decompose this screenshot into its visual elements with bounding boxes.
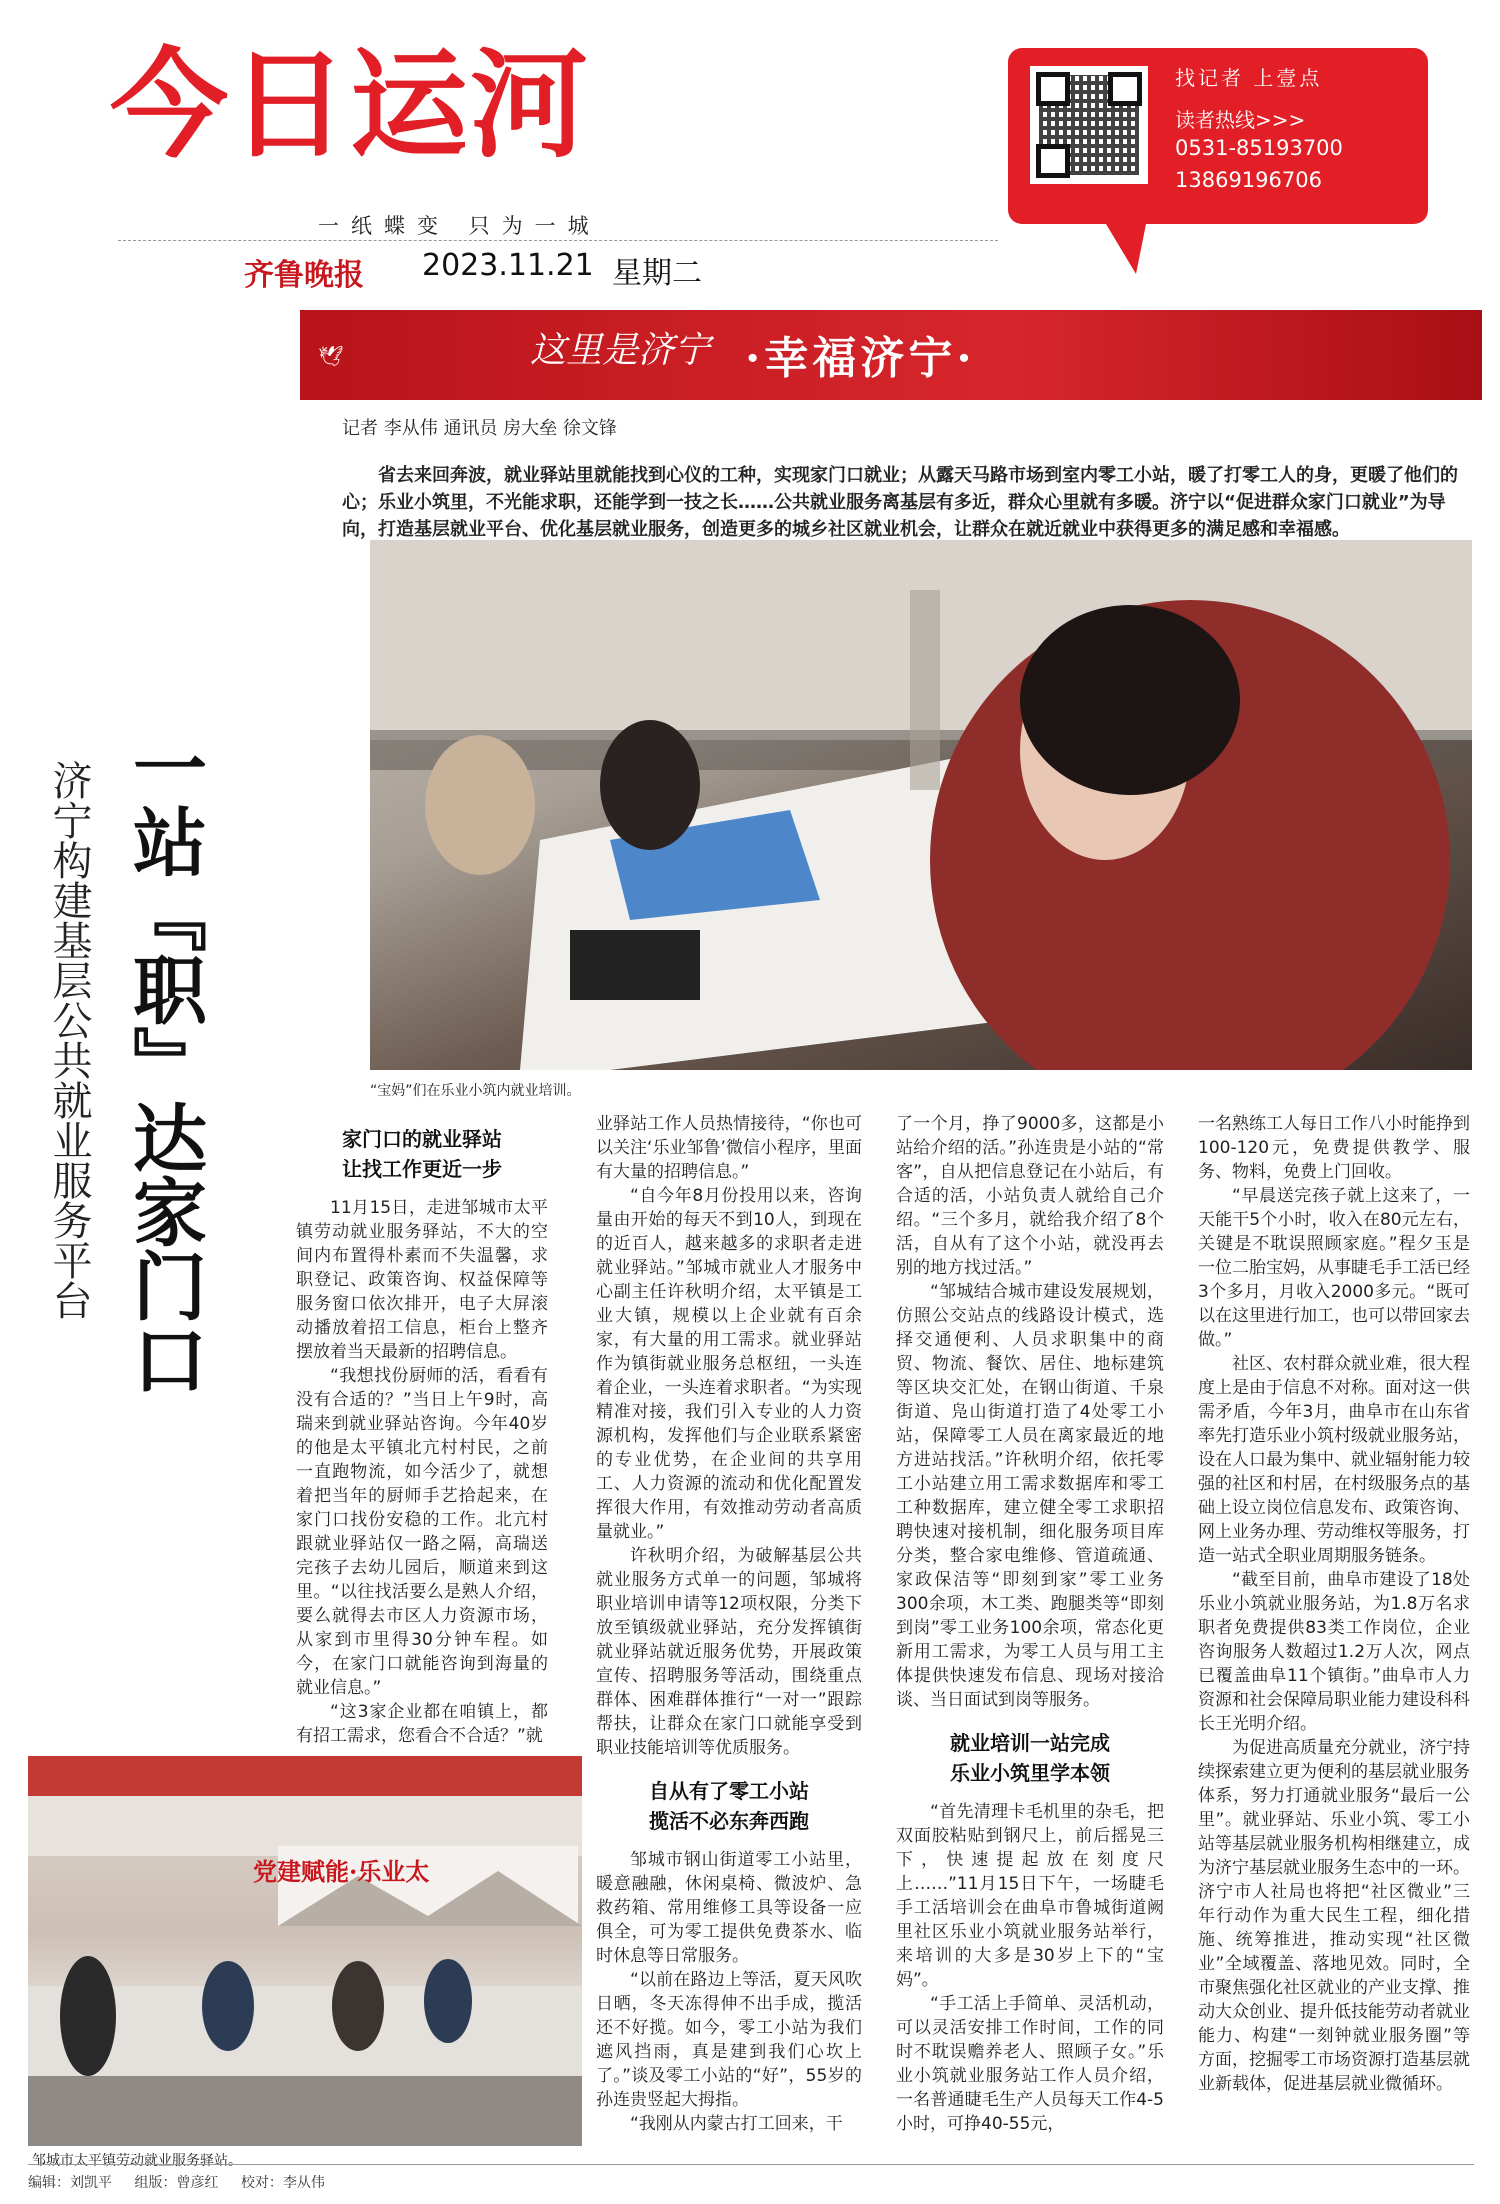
- training-photo: [370, 540, 1472, 1070]
- article-subtitle: 济宁构建基层公共就业服务平台: [46, 760, 92, 1320]
- paragraph: “我想找份厨师的活，看看有没有合适的？”当日上午9时，高瑞来到就业驿站咨询。今年40岁的他是太平镇北亢村村民，之前一直跑物流，如今活少了，就想着把当年的厨师手艺拾起来，在家门口找份安稳的工作。北亢村跟就业驿站仅一路之隔，高瑞送完孩子去幼儿园后，顺道来到这里。“以往找活要么是熟人介绍，要么就得去市区人力资源市场，从家到市里得30分钟车程。如今，在家门口就能咨询到海量的就业信息。”: [296, 1366, 548, 1698]
- paragraph: “我刚从内蒙古打工回来，干: [630, 2114, 843, 2134]
- subhead-3-line-1: 就业培训一站完成: [950, 1731, 1110, 1755]
- station-photo-caption: 邹城市太平镇劳动就业服务驿站。: [32, 2153, 242, 2169]
- contact-line-1: 找记者 上壹点: [1175, 66, 1323, 90]
- contact-phone-1: 0531-85193700: [1175, 136, 1343, 160]
- paragraph: “以前在路边上等活，夏天风吹日晒，冬天冻得伸不出手成，揽活还不好揽。如今，零工小站为我们遮风挡雨，真是建到我们心坎上了。”谈及零工小站的“好”，55岁的孙连贵竖起大拇指。: [596, 1970, 862, 2110]
- bird-icon: 🕊: [318, 344, 344, 368]
- paragraph: 许秋明介绍，为破解基层公共就业服务方式单一的问题，邹城将职业培训申请等12项权限，分类下放至镇级就业驿站，充分发挥镇街就业驿站就近服务优势，开展政策宣传、招聘服务等活动，围绕重点群体、困难群体推行“一对一”跟踪帮扶，让群众在家门口就能享受到职业技能培训等优质服务。: [596, 1546, 862, 1758]
- issue-date: 2023.11.21: [422, 248, 594, 283]
- paragraph: 为促进高质量充分就业，济宁持续探索建立更为便利的基层就业服务体系，努力打通就业服务“最后一公里”。就业驿站、乐业小筑、零工小站等基层就业服务机构相继建立，成为济宁基层就业服务生态中的一环。济宁市人社局也将把“社区微业”三年行动作为重大民生工程，细化措施、统筹推进，推动实现“社区微业”全域覆盖、落地见效。同时，全市聚焦强化社区就业的产业支撑、推动大众创业、提升低技能劳动者就业能力、构建“一刻钟就业服务圈”等方面，挖掘零工市场资源打造基层就业新载体，促进基层就业微循环。: [1198, 1738, 1470, 2094]
- station-photo: [28, 1756, 582, 2146]
- subhead-3-line-2: 乐业小筑里学本领: [950, 1761, 1110, 1785]
- article-column-2: [596, 1112, 862, 2136]
- paragraph: 一名熟练工人每日工作八小时能挣到100-120元，免费提供教学、服务、物料，免费上门回收。: [1198, 1114, 1470, 1182]
- subhead-2-line-1: 自从有了零工小站: [649, 1779, 809, 1803]
- paragraph: 11月15日，走进邹城市太平镇劳动就业服务驿站，不大的空间内布置得朴素而不失温馨，求职登记、政策咨询、权益保障等服务窗口依次排开，电子大屏滚动播放着招工信息，柜台上整齐摆放着当天最新的招聘信息。: [296, 1198, 548, 1362]
- paragraph: 业驿站工作人员热情接待，“你也可以关注‘乐业邹鲁’微信小程序，里面有大量的招聘信息。”: [596, 1114, 862, 1182]
- article-column-3: [896, 1112, 1164, 2136]
- article-column-1: [296, 1124, 548, 1748]
- training-photo-caption: “宝妈”们在乐业小筑内就业培训。: [370, 1083, 581, 1099]
- contact-line-2: 读者热线>>>: [1175, 108, 1306, 132]
- editor-credit: 编辑：刘凯平: [28, 2175, 112, 2191]
- credits-footer: [28, 2172, 343, 2192]
- paragraph: “手工活上手简单、灵活机动，可以灵活安排工作时间，工作的同时不耽误赡养老人、照顾子女。”乐业小筑就业服务站工作人员介绍，一名普通睫毛生产人员每天工作4-5小时，可挣40-55元，: [896, 1994, 1164, 2134]
- paragraph: “这3家企业都在咱镇上，都有招工需求，您看合不合适？”就: [296, 1702, 548, 1746]
- masthead-slogan: 一纸蝶变 只为一城: [318, 214, 601, 238]
- bird-icon: 🕊: [168, 318, 204, 351]
- proof-credit: 校对：李从伟: [240, 2175, 325, 2191]
- station-sign: 党建赋能·乐业太: [253, 1857, 430, 1886]
- paragraph: “早晨送完孩子就上这来了，一天能干5个小时，收入在80元左右，关键是不耽误照顾家庭。”程夕玉是一位二胎宝妈，从事睫毛手工活已经3个多月，月收入2000多元。“既可以在这里进行加工，也可以带回家去做。”: [1198, 1186, 1470, 1350]
- layout-credit: 组版：曾彦红: [134, 2175, 219, 2191]
- lead-paragraph: 省去来回奔波，就业驿站里就能找到心仪的工种，实现家门口就业；从露天马路市场到室内零工小站，暖了打零工人的身，更暖了他们的心；乐业小筑里，不光能求职，还能学到一技之长……公共就业服务离基层有多近，群众心里就有多暖。济宁以“促进群众家门口就业”为导向，打造基层就业平台、优化基层就业服务，创造更多的城乡社区就业机会，让群众在就近就业中获得更多的满足感和幸福感。: [342, 465, 1458, 540]
- byline: 记者 李从伟 通讯员 房大垒 徐文锋: [342, 418, 617, 439]
- banner-script-text: 这里是济宁: [530, 330, 711, 371]
- paragraph: “首先清理卡毛机里的杂毛，把双面胶粘贴到钢尺上，前后摇晃三下，快速提起放在刻度尺上……”11月15日下午，一场睫毛手工活培训会在曲阜市鲁城街道阙里社区乐业小筑就业服务站举行，来培训的大多是30岁上下的“宝妈”。: [896, 1802, 1164, 1990]
- issue-weekday: 星期二: [612, 256, 702, 291]
- paragraph: 社区、农村群众就业难，很大程度上是由于信息不对称。面对这一供需矛盾，今年3月，曲阜市在山东省率先打造乐业小筑村级就业服务站，设在人口最为集中、就业辐射能力较强的社区和村居，在村级服务点的基础上设立岗位信息发布、政策咨询、网上业务办理、劳动维权等服务，打造一站式全职业周期服务链条。: [1198, 1354, 1470, 1566]
- paragraph: “截至目前，曲阜市建设了18处乐业小筑就业服务站，为1.8万名求职者免费提供83类工作岗位，企业咨询服务人数超过1.2万人次，网点已覆盖曲阜11个镇街。”曲阜市人力资源和社会保障局职业能力建设科科长王光明介绍。: [1198, 1570, 1470, 1734]
- paragraph: “自今年8月份投用以来，咨询量由开始的每天不到10人，到现在的近百人，越来越多的求职者走进就业驿站。”邹城市就业人才服务中心副主任许秋明介绍，太平镇是工业大镇，规模以上企业就有百余家，有大量的用工需求。就业驿站作为镇街就业服务总枢纽，一头连着企业，一头连着求职者。“为实现精准对接，我们引入专业的人力资源机构，发挥他们与企业联系紧密的专业优势，在企业间的共享用工、人力资源的流动和优化配置发挥很大作用，有效推动劳动者高质量就业。”: [596, 1186, 862, 1542]
- newspaper-brand: 齐鲁晚报: [244, 258, 364, 293]
- subhead-1-line-1: 家门口的就业驿站: [342, 1127, 502, 1151]
- contact-box-tail: [1100, 214, 1148, 274]
- banner-main-text: ·幸福济宁·: [745, 333, 976, 384]
- masthead-title: 今日运河: [110, 36, 591, 174]
- contact-phone-2: 13869196706: [1175, 168, 1322, 192]
- paragraph: 邹城市钢山街道零工小站里，暖意融融，休闲桌椅、微波炉、急救药箱、常用维修工具等设备一应俱全，可为零工提供免费茶水、临时休息等日常服务。: [596, 1850, 862, 1966]
- article-headline: 一站『职』达家门口: [121, 730, 207, 1396]
- article-column-4: [1198, 1112, 1470, 2096]
- subhead-1-line-2: 让找工作更近一步: [342, 1157, 502, 1181]
- paragraph: 了一个月，挣了9000多，这都是小站给介绍的活。”孙连贵是小站的“常客”，自从把信息登记在小站后，有合适的活，小站负责人就给自己介绍。“三个多月，就给我介绍了8个活，自从有了这个小站，就没再去别的地方找过活。”: [896, 1114, 1164, 1278]
- paragraph: “邹城结合城市建设发展规划，仿照公交站点的线路设计模式，选择交通便利、人员求职集中的商贸、物流、餐饮、居住、地标建筑等区块交汇处，在钢山街道、千泉街道、凫山街道打造了4处零工小站，保障零工人员在离家最近的地方进站找活。”许秋明介绍，依托零工小站建立用工需求数据库和零工工种数据库，建立健全零工求职招聘快速对接机制，细化服务项目库分类，整合家电维修、管道疏通、家政保洁等“即刻到家”零工业务300余项，木工类、跑腿类等“即刻到岗”零工业务100余项，常态化更新用工需求，为零工人员与用工主体提供快速发布信息、现场对接洽谈、当日面试到岗等服务。: [896, 1282, 1164, 1710]
- qr-code-icon[interactable]: [1030, 66, 1148, 184]
- footer-divider: [28, 2164, 1474, 2165]
- subhead-2-line-2: 揽活不必东奔西跑: [649, 1809, 809, 1833]
- masthead-divider: [118, 240, 998, 241]
